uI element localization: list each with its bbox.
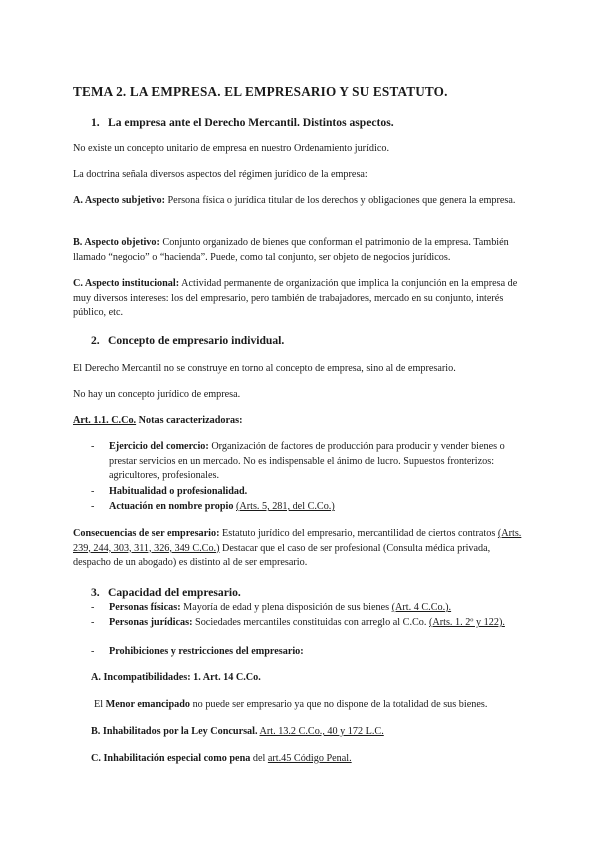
article-reference[interactable]: Art. 1.1. C.Co. [73,415,137,426]
list-item-body: Organización de factores de producción para producir y vender bienes o prestar servicios en un mercado. No es indispensable el ánimo de lucro. Supuestos fronterizos: agricultores, profesionales. [109,441,505,482]
article-reference[interactable]: (Arts. 239, 244, 303, 311, 326, 349 C.Co.) [73,528,522,554]
list-item-label: Ejercicio del comercio: [109,441,209,452]
list-item-habitualidad [91,485,523,500]
section-number: 1. [91,116,100,129]
article-reference[interactable]: Art. 13.2 C.Co., 40 y 172 L.C. [259,726,384,737]
list-item-label: Personas jurídicas: [109,617,193,628]
section-title: Capacidad del empresario. [108,586,241,599]
section-number: 2. [91,334,100,347]
paragraph-consecuencias [73,527,523,571]
list-item-label: Habitualidad o profesionalidad. [109,486,248,497]
paragraph-aspecto-subjetivo [73,194,523,209]
paragraph-no-hay-concepto: No hay un concepto jurídico de empresa. [73,389,241,400]
bullet-dash: - [91,646,95,657]
menor-text: no puede ser empresario ya que no dispone de la totalidad de sus bienes. [190,699,488,710]
section-heading-2 [91,334,284,347]
list-item-text [109,485,523,500]
bullet-dash: - [91,486,95,497]
aspect-label: B. Aspecto objetivo: [73,237,160,248]
list-item-text [109,440,523,484]
list-item-body: Sociedades mercantiles constituidas con arreglo al C.Co. [192,617,429,628]
list-item-label: Personas físicas: [109,602,181,613]
bullet-dash: - [91,617,95,628]
list-item-actuacion [91,500,523,515]
article-reference[interactable]: (Art. 4 C.Co.). [391,602,452,613]
paragraph-doctrina: La doctrina señala diversos aspectos del régimen jurídico de la empresa: [73,169,368,180]
list-item-label: Prohibiciones y restricciones del empresario: [109,646,304,657]
paragraph-no-concepto: No existe un concepto unitario de empresa en nuestro Ordenamiento jurídico. [73,143,389,154]
list-item-personas-juridicas [91,616,523,646]
list-item-personas-fisicas [91,601,523,616]
consequences-label: Consecuencias de ser empresario: [73,528,220,539]
list-item-text [109,601,523,616]
aspect-text: Persona física o jurídica titular de los derechos y obligaciones que genera la empresa. [164,195,516,206]
paragraph-menor-emancipado [94,698,526,713]
paragraph-art-1-1 [73,414,523,429]
menor-pre: El [94,699,106,710]
list-item-label: Actuación en nombre propio [109,501,234,512]
article-reference[interactable]: (Arts. 5, 281, del C.Co.) [235,501,335,512]
list-item-body: Mayoría de edad y plena disposición de sus bienes [180,602,392,613]
section-number: 3. [91,586,100,599]
article-reference[interactable]: (Arts. 1. 2º y 122). [429,617,505,628]
section-title: La empresa ante el Derecho Mercantil. Distintos aspectos. [108,116,394,129]
section-title: Concepto de empresario individual. [108,334,285,347]
section-heading-3 [91,586,241,599]
subsection-inhabilitacion-pena [91,752,523,767]
list-item-prohibiciones [91,645,523,660]
aspect-label: C. Aspecto institucional: [73,278,180,289]
subsection-label: C. Inhabilitación especial como pena [91,753,251,764]
list-item-text [109,500,523,515]
menor-label: Menor emancipado [105,699,191,710]
bullet-dash: - [91,441,95,452]
aspect-label: A. Aspecto subjetivo: [73,195,165,206]
bullet-dash: - [91,602,95,613]
consequences-text-2: Destacar que el caso de ser profesional (Consulta médica privada, despacho de un abogado) es distinto al de ser empresario. [73,542,491,569]
consequences-text: Estatuto jurídico del empresario, mercantilidad de ciertos contratos [219,528,498,539]
section-heading-1 [91,116,394,129]
list-item-text [109,616,523,631]
document-title: TEMA 2. LA EMPRESA. EL EMPRESARIO Y SU ESTATUTO. [73,84,448,99]
paragraph-aspecto-objetivo [73,236,523,265]
aspect-text: Conjunto organizado de bienes que conforman el patrimonio de la empresa. También llamado “negocio” o “hacienda”. Puede, como tal conjunto, ser objeto de negocios jurídicos. [73,237,509,263]
subsection-inhabilitados [91,725,523,740]
subsection-incompatibilidades: A. Incompatibilidades: 1. Art. 14 C.Co. [91,672,261,683]
subsection-label: B. Inhabilitados por la Ley Concursal. [91,726,258,737]
article-heading: Notas caracterizadoras: [136,415,243,426]
list-item-ejercicio [91,440,523,485]
list-item-text [109,645,523,660]
bullet-dash: - [91,501,95,512]
paragraph-aspecto-institucional [73,277,523,321]
paragraph-derecho-mercantil: El Derecho Mercantil no se construye en torno al concepto de empresa, sino al de empresario. [73,363,456,374]
article-reference[interactable]: art.45 Código Penal. [267,753,352,764]
aspect-text: Actividad permanente de organización que implica la conjunción en la empresa de muy diversos intereses: los del empresario, pero también de trabajadores, mercado en su conjunto, interés público, etc. [73,278,518,319]
subsection-text: del [250,753,268,764]
